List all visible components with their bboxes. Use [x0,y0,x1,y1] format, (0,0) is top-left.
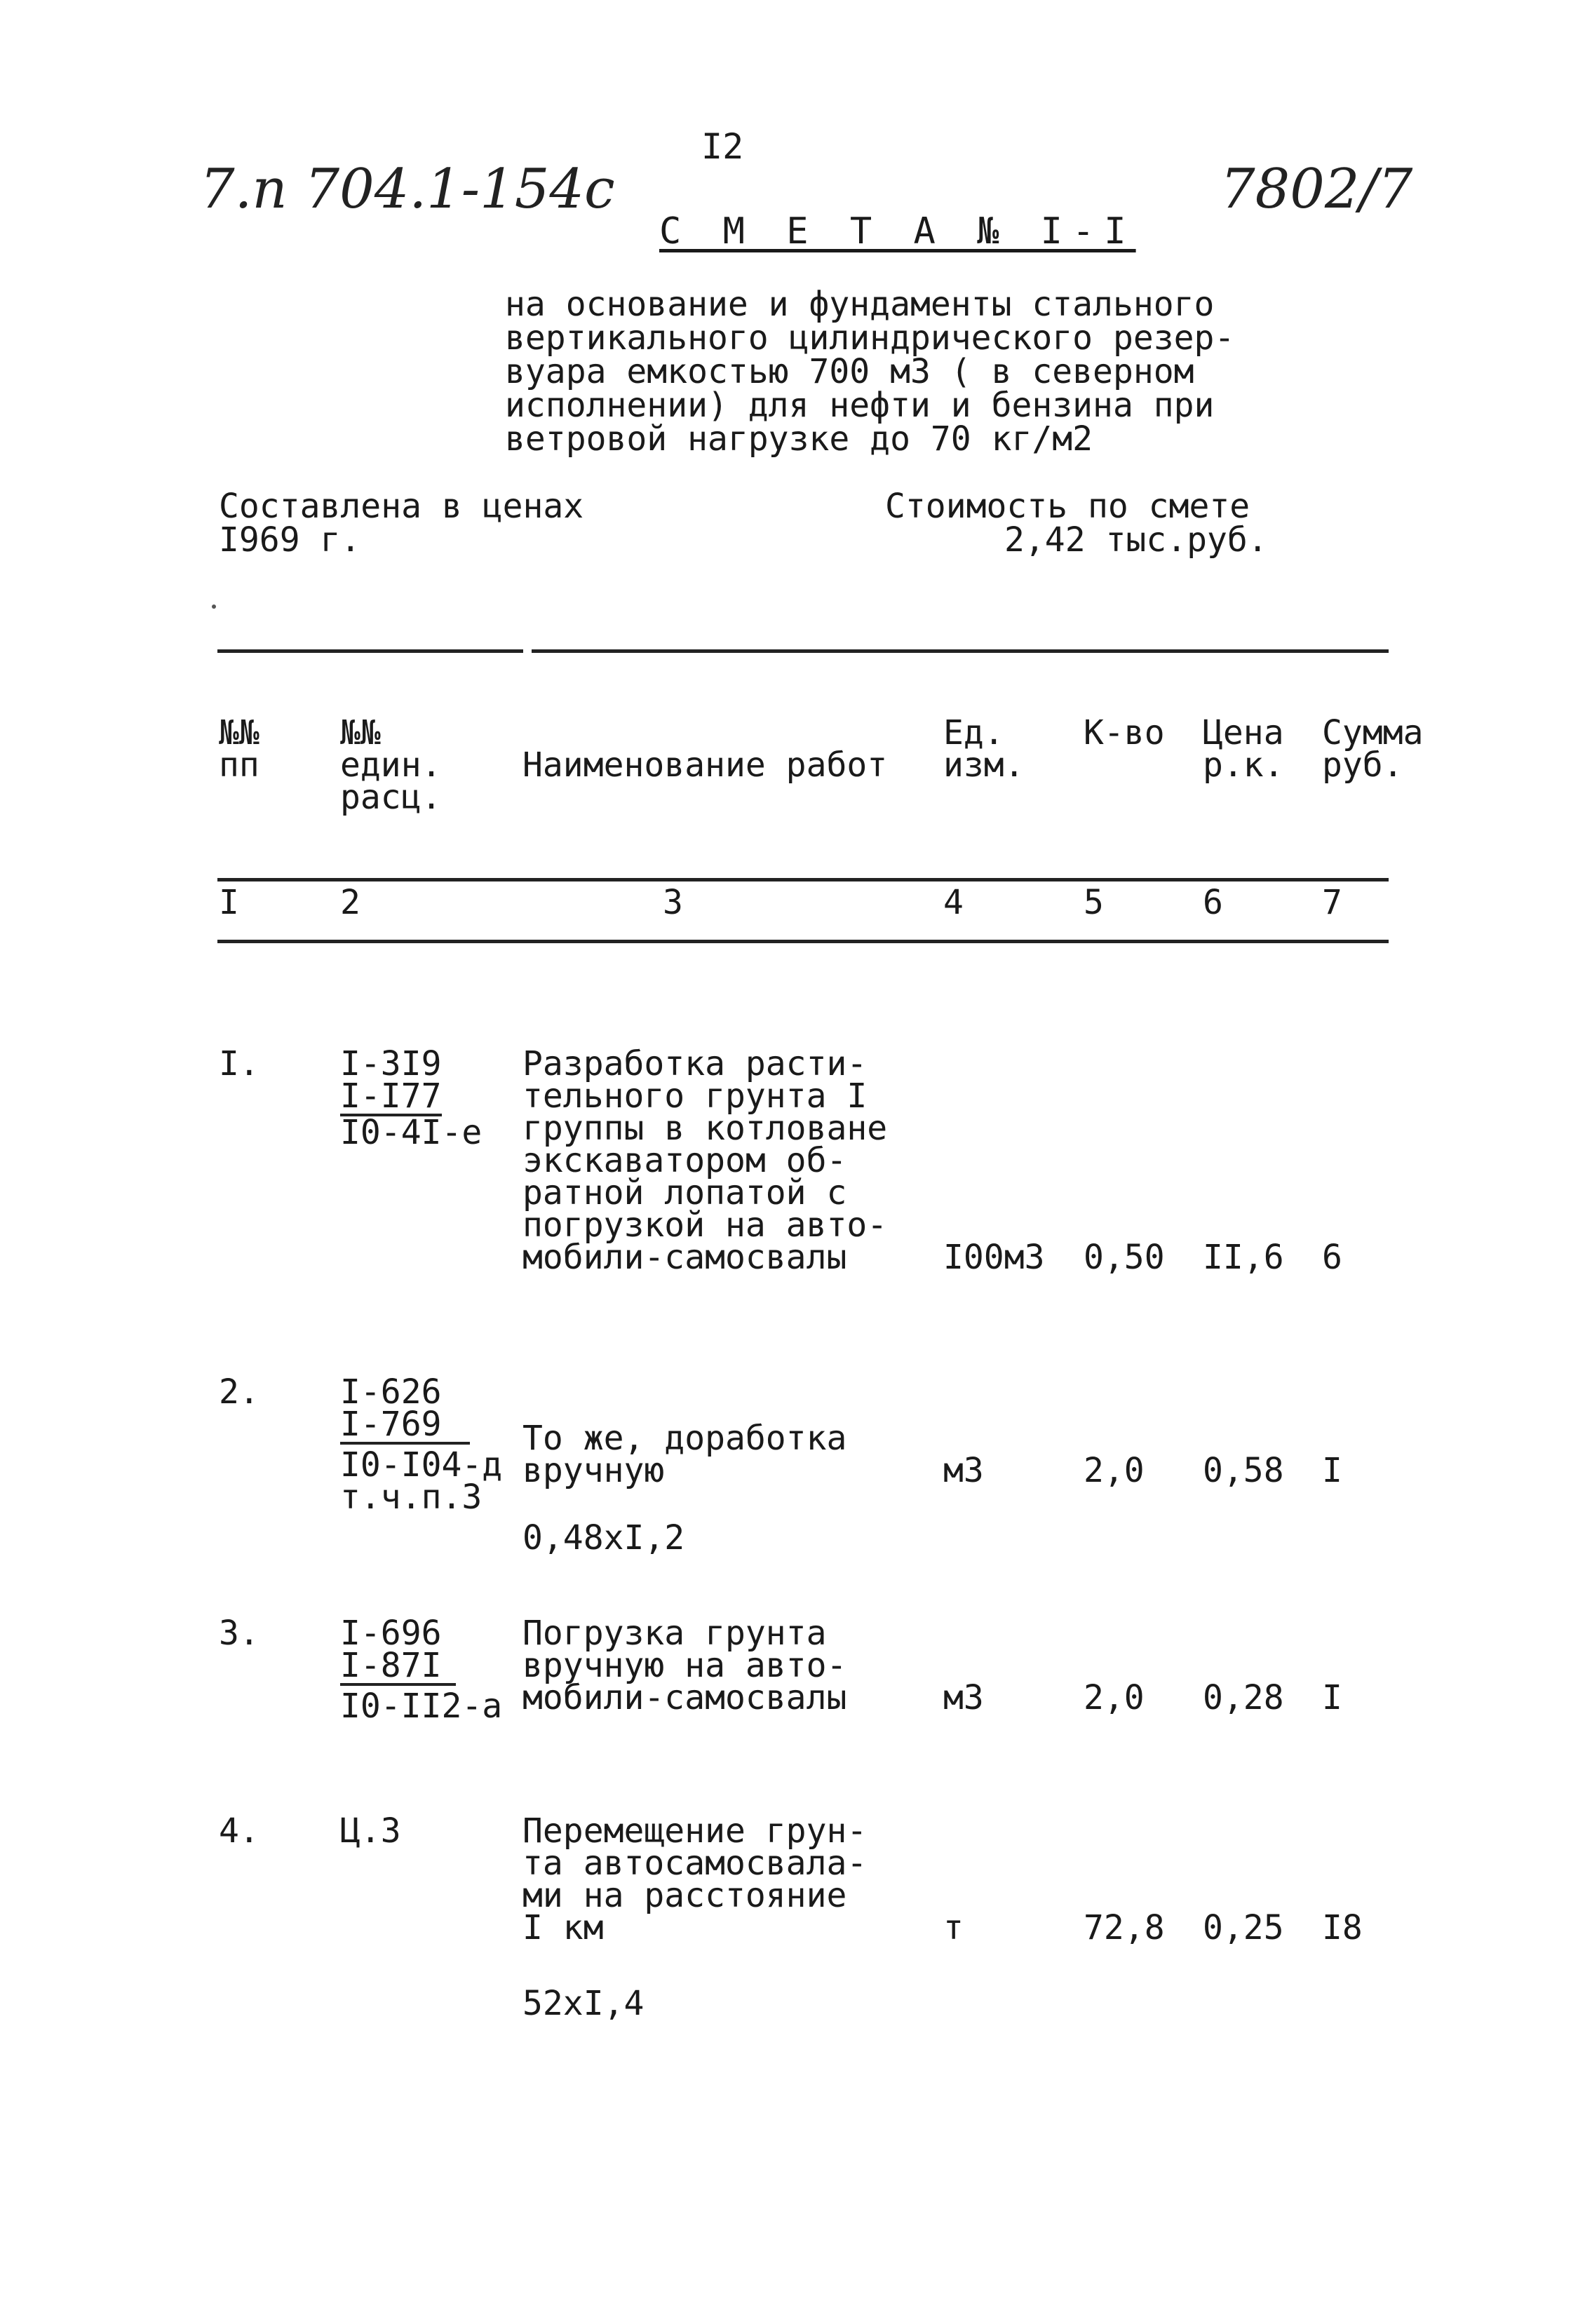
header-rule-top-right [532,649,1389,653]
col-number-6: 6 [1203,883,1223,922]
col-header-name: Наименование работ [522,745,888,785]
row-4-codes: Ц.3 [340,1811,401,1851]
row-1-unit: I00м3 [943,1238,1045,1277]
row-1-sum: 6 [1322,1238,1342,1277]
col-number-3: 3 [663,883,683,922]
row-3-name: Погрузка грунта вручную на авто- мобили-самосвалы [522,1614,847,1717]
col-number-1: I [219,883,239,922]
row-2-codes: I-626 I-769 I0-I04-д т.ч.п.3 [340,1372,503,1517]
col-header-code: №№ един. расц. [340,713,442,817]
handwritten-project-code: 7.п 704.1-154с [200,158,615,221]
cost-info: Стоимость по смете 2,42 тыс.руб. [885,487,1268,560]
row-3-codes: I-696 I-87I I0-II2-а [340,1614,503,1726]
row-4-price: 0,25 [1203,1908,1284,1947]
row-1-codes: I-3I9 I-I77 I0-4I-е [340,1044,483,1152]
row-3-price: 0,28 [1203,1678,1284,1717]
page-number: I2 [701,126,744,167]
row-3-sum: I [1322,1678,1342,1717]
row-2-qty: 2,0 [1084,1451,1145,1490]
document-subtitle: на основание и фундаменты стального вертикального цилиндрического резер- вуара емкостью 700 м3 ( в северном исполнении) для нефти и бензина при ветровой нагрузке до 70 кг/м2 [505,285,1235,459]
row-4-calc: 52хI,4 [522,1984,645,2023]
header-rule-bottom [217,940,1389,943]
col-header-sum: Сумма руб. [1322,713,1424,785]
row-4-name: Перемещение грун- та автосамосвала- ми на расстояние I км [522,1811,868,1947]
col-header-qty: К-во [1084,713,1165,752]
row-4-num: 4. [219,1811,259,1851]
row-3-qty: 2,0 [1084,1678,1145,1717]
row-1-price: II,6 [1203,1238,1284,1277]
col-number-4: 4 [943,883,964,922]
header-rule-top-left [217,649,523,653]
col-header-unit: Ед. изм. [943,713,1025,785]
row-1-num: I. [219,1044,259,1083]
row-1-qty: 0,50 [1084,1238,1165,1277]
stray-mark [212,604,216,609]
row-3-num: 3. [219,1614,259,1653]
col-number-7: 7 [1322,883,1342,922]
row-2-num: 2. [219,1372,259,1412]
document-title: С М Е Т А № I-I [659,210,1136,252]
row-2-price: 0,58 [1203,1451,1284,1490]
row-2-name: То же, доработка вручную [522,1419,847,1490]
prices-info: Составлена в ценах I969 г. [219,487,584,560]
row-2-calc: 0,48хI,2 [522,1518,685,1558]
handwritten-archive-number: 7802/7 [1220,158,1413,221]
header-rule-middle [217,878,1389,881]
row-4-unit: т [943,1908,964,1947]
row-4-sum: I8 [1322,1908,1363,1947]
row-4-qty: 72,8 [1084,1908,1165,1947]
col-number-5: 5 [1084,883,1104,922]
row-2-unit: м3 [943,1451,984,1490]
row-3-unit: м3 [943,1678,984,1717]
row-1-name: Разработка расти- тельного грунта I группы в котловане экскаватором об- ратной лопатой с погрузкой на авто- мобили-самосвалы [522,1044,888,1277]
col-header-price: Цена р.к. [1203,713,1284,785]
row-2-sum: I [1322,1451,1342,1490]
col-number-2: 2 [340,883,360,922]
col-header-num: №№ пп [219,713,259,785]
